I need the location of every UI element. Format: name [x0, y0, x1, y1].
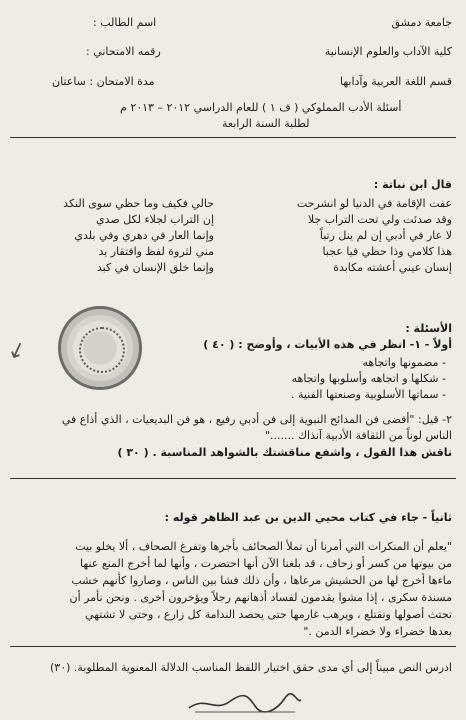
verse-second-hemistich: حالي فكيف وما حظي سوى النكد — [63, 197, 214, 210]
questions-heading: الأسئلة : — [405, 322, 452, 335]
poem-intro: قال ابن نباتة : — [373, 178, 452, 191]
question-two-line: ٢- قيل: "أفضى فن المدائح النبوية إلى فن أدبي رفيع ، هو فن البديعيات ، الذي أذاع في — [61, 413, 452, 426]
exam-title: أسئلة الأدب المملوكي ( ف ١ ) للعام الدراسي ٢٠١٢ – ٢٠١٣ م — [120, 101, 402, 114]
question-one-point: - مضمونها واتجاهه — [362, 356, 446, 369]
student-name-label: اسم الطالب : — [93, 16, 157, 29]
university-name: جامعة دمشق — [391, 16, 452, 29]
handwritten-signature — [185, 690, 305, 716]
verse-second-hemistich: مني لثروة لفظ وافتقار يد — [98, 245, 214, 258]
quote-line: بعدها خضراء ولا خضراء الدمن ." — [303, 625, 452, 638]
exam-audience: لطلبة السنة الرابعة — [222, 117, 310, 130]
faculty-name: كلية الآداب والعلوم الإنسانية — [324, 45, 452, 58]
department-name: قسم اللغة العربية وآدابها — [339, 75, 452, 88]
quote-line: ماءها أخرج لها من الحشيش مرعاها ، وأن ذلك فشا بين الناس ، وصاروا كأنهم خشب — [71, 574, 452, 587]
verse-first-hemistich: عفت الإقامة في الدنيا لو انشرحت — [296, 197, 452, 210]
section-divider — [10, 478, 456, 479]
quote-line: من بيوتها من كسر أو زحاف ، قد بلغنا الآن أنها احتضرت ، وأنها لما أخرج المنع عنها — [80, 557, 452, 570]
verse-second-hemistich: وإنما خلق الإنسان في كبد — [96, 261, 214, 274]
question-one-point: - شكلها و اتجاهه وأسلوبها واتجاهه — [291, 372, 446, 385]
official-stamp — [58, 306, 142, 390]
verse-first-hemistich: لا عار في أدبي إن لم ينل رتباً — [319, 229, 452, 242]
verse-first-hemistich: وقد صدئت ولي تحت التراب جلا — [307, 213, 452, 226]
exam-duration: مدة الامتحان : ساعتان — [52, 75, 155, 88]
verse-second-hemistich: إن التراب لجلاء لكل صدي — [96, 213, 214, 226]
section-divider — [10, 646, 456, 647]
quote-line: تجتث أصولها وتقتلع ، ويرهب غارمها حتى يحصد الندامة كل زارع ، وحتى لا تشتهي — [85, 608, 452, 621]
question-two-line: الناس لوناً من الثقافة الأدبية آنذاك ......." — [264, 429, 452, 442]
question-one-line: أولاً - ١- انظر في هذه الأبيات ، وأوضح : ( ٤٠ ) — [203, 338, 452, 351]
question-one-point: - سماتها الأسلوبية وصنعتها الفنية . — [290, 388, 446, 401]
header-divider — [10, 137, 456, 138]
verse-first-hemistich: إنسان عيني أعشته مكابدة — [333, 261, 452, 274]
question-two-line: ناقش هذا القول ، واشفع مناقشتك بالشواهد المناسبة . ( ٣٠ ) — [117, 446, 452, 459]
arrow-mark-icon: ↙ — [4, 335, 31, 366]
verse-second-hemistich: وإنما العار في دهري وفي بلدي — [74, 229, 214, 242]
exam-number-label: رقمه الامتحاني : — [86, 45, 161, 58]
quote-line: "يعلم أن المنكرات التي أمرنا أن تملأ الصحائف بأجرها وتفرغ الصحاف ، ألا يخلو بيت — [75, 540, 452, 553]
verse-first-hemistich: هذا كلامي وذا حظي فيا عجبا — [322, 245, 452, 258]
final-task: ادرس النص مبيناً إلى أي مدى حقق اختيار اللفظ المناسب الدلالة المعنوية المطلوبة. (٣٠) — [49, 661, 452, 674]
quote-line: مسندة سكرى ، إذا مشوا يقدمون لفساد أذهانهم رجلاً ويؤخرون أخرى . ونحن نأمر أن — [69, 591, 452, 604]
second-section-intro: ثانياً - جاء في كتاب محيي الدين بن عبد الظاهر قوله : — [164, 511, 452, 524]
